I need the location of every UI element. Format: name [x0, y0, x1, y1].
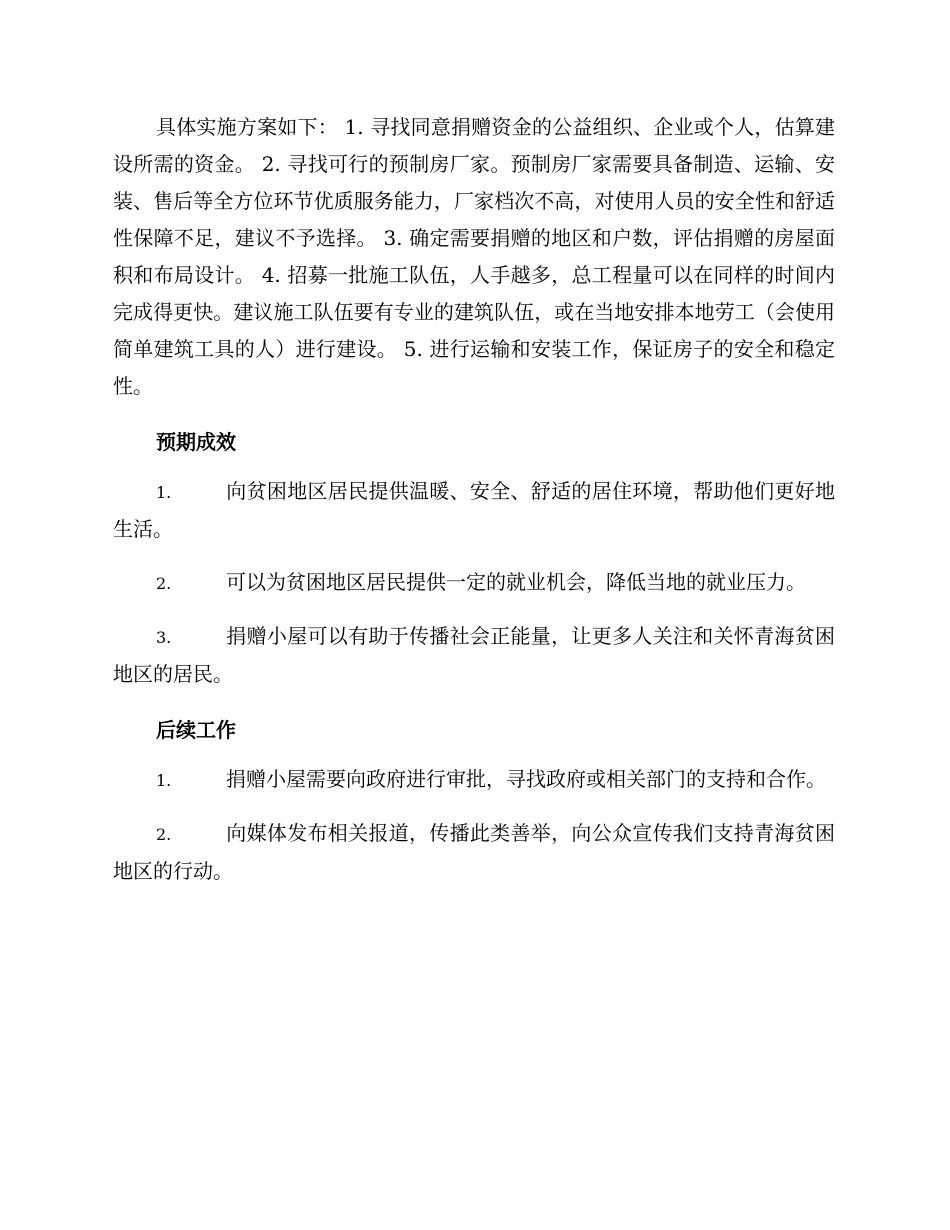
section-expected-results	[113, 427, 835, 693]
document-page	[113, 109, 835, 890]
list-text: 向媒体发布相关报道，传播此类善举，向公众宣传我们支持青海贫困地区的行动。	[113, 821, 835, 883]
list-text: 向贫困地区居民提供温暖、安全、舒适的居住环境，帮助他们更好地生活。	[113, 479, 835, 541]
list-number: 3.	[156, 628, 172, 647]
list-item	[113, 473, 835, 548]
list-number: 1.	[156, 771, 172, 790]
section-heading: 预期成效	[156, 430, 236, 454]
list-number: 1.	[156, 483, 172, 502]
intro-paragraph: 具体实施方案如下： 1. 寻找同意捐赠资金的公益组织、企业或个人，估算建设所需的资金。 2. 寻找可行的预制房厂家。预制房厂家需要具备制造、运输、安装、售后等全方位环节优质服务能力，厂家档次不高，对使用人员的安全性和舒适性保障不足，建议不予选择。 3. 确定需要捐赠的地区和户数，评估捐赠的房屋面积和布局设计。 4. 招募一批施工队伍，人手越多，总工程量可以在同样的时间内完成得更快。建议施工队伍要有专业的建筑队伍，或在当地安排本地劳工（会使用简单建筑工具的人）进行建设。 5. 进行运输和安装工作，保证房子的安全和稳定性。	[113, 115, 835, 398]
list-number: 2.	[156, 825, 172, 844]
list-item	[113, 815, 835, 890]
list-item	[113, 761, 835, 799]
list-item	[113, 564, 835, 602]
list-text: 捐赠小屋需要向政府进行审批，寻找政府或相关部门的支持和合作。	[226, 767, 826, 791]
section-heading: 后续工作	[156, 718, 236, 742]
list-number: 2.	[156, 574, 172, 593]
list-text: 可以为贫困地区居民提供一定的就业机会，降低当地的就业压力。	[226, 570, 806, 594]
list-text: 捐赠小屋可以有助于传播社会正能量，让更多人关注和关怀青海贫困地区的居民。	[113, 624, 835, 686]
list-item	[113, 618, 835, 693]
section-follow-up-work	[113, 715, 835, 890]
